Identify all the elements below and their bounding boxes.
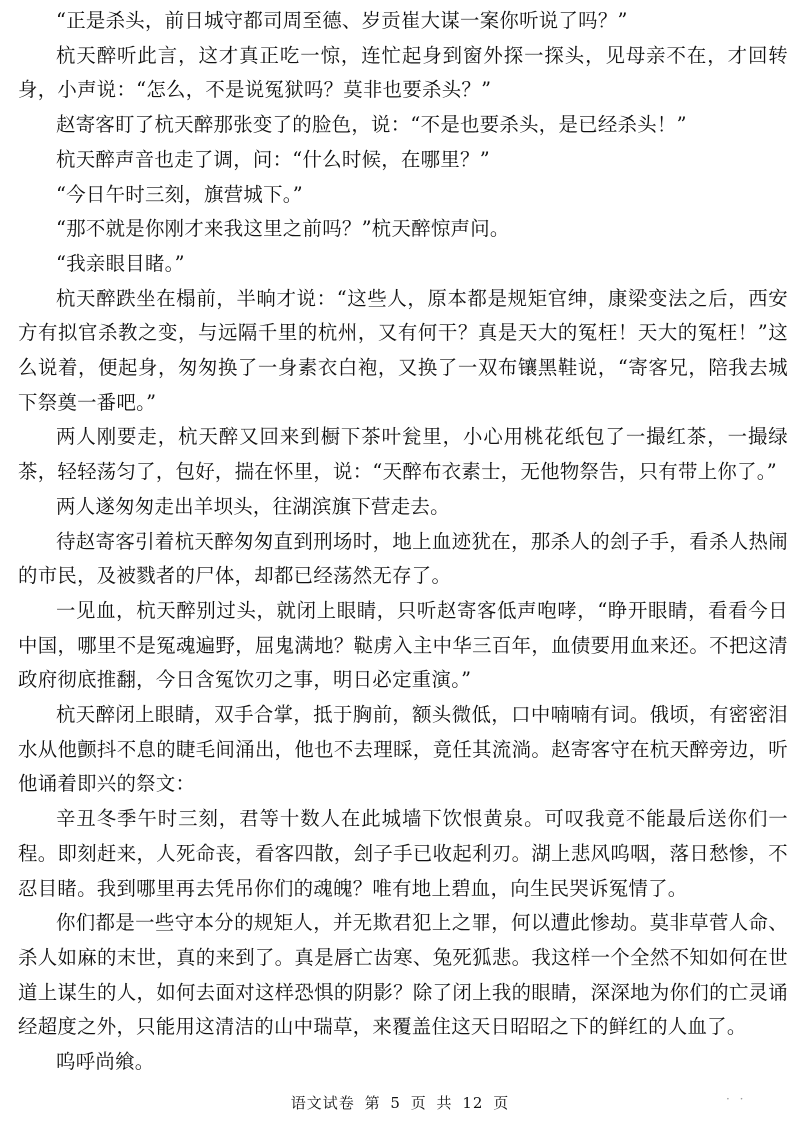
paragraph-2: 杭天醉听此言，这才真正吃一惊，连忙起身到窗外探一探头，见母亲不在，才回转身，小声说：“怎么，不是说冤狱吗？莫非也要杀头？” [18, 43, 788, 102]
footer-di: 第 [364, 1094, 381, 1112]
paragraph-5: “今日午时三刻，旗营城下。” [56, 182, 304, 206]
paragraph-14-eulogy: 辛丑冬季午时三刻，君等十数人在此城墙下饮恨黄泉。可叹我竟不能最后送你们一程。即刻赶来，人死命丧，看客四散，刽子手已收起利刃。湖上悲风呜咽，落日愁惨，不忍目睹。我到哪里再去凭吊你们的魂魄？唯有地上碧血，向生民哭诉冤情了。 [18, 807, 788, 900]
paragraph-12: 一见血，杭天醉别过头，就闭上眼睛，只听赵寄客低声咆哮，“睁开眼睛，看看今日中国，哪里不是冤魂遍野，屈鬼满地？鞑虏入主中华三百年，血债要用血来还。不把这清政府彻底推翻，今日含冤饮刃之事，明日必定重演。” [18, 598, 788, 692]
paragraph-7: “我亲眼目睹。” [56, 251, 185, 275]
footer-gong: 共 [436, 1094, 453, 1112]
paragraph-8: 杭天醉跌坐在榻前，半晌才说：“这些人，原本都是规矩官绅，康梁变法之后，西安方有拟官杀教之变，与远隔千里的杭州，又有何干？真是天大的冤枉！天大的冤枉！”这么说着，便起身，匆匆换了一身素衣白袍，又换了一双布镶黑鞋说，“寄客兄，陪我去城下祭奠一番吧。” [18, 286, 788, 414]
paragraph-10: 两人遂匆匆走出羊坝头，往湖滨旗下营走去。 [56, 494, 450, 518]
footer-ye: 页 [410, 1094, 427, 1112]
document-page [18, 4, 788, 1074]
footer-page-number: 5 [390, 1094, 401, 1112]
paragraph-9: 两人刚要走，杭天醉又回来到橱下茶叶瓮里，小心用桃花纸包了一撮红茶，一撮绿茶，轻轻荡匀了，包好，揣在怀里，说：“天醉布衣素士，无他物祭告，只有带上你了。” [18, 425, 788, 484]
paragraph-3: 赵寄客盯了杭天醉那张变了的脸色，说：“不是也要杀头，是已经杀头！” [56, 113, 687, 137]
paragraph-4: 杭天醉声音也走了调，问：“什么时候，在哪里？” [56, 147, 490, 171]
paragraph-13: 杭天醉闭上眼睛，双手合掌，抵于胸前，额头微低，口中喃喃有词。俄顷，有密密泪水从他颤抖不息的睫毛间涌出，他也不去理睬，竟任其流淌。赵寄客守在杭天醉旁边，听他诵着即兴的祭文： [18, 703, 788, 796]
page-footer [0, 1092, 800, 1113]
footer-ye-2: 页 [493, 1094, 510, 1112]
paragraph-1: “正是杀头，前日城守都司周至德、岁贡崔大谋一案你听说了吗？” [56, 9, 628, 32]
scan-artifact: · · [726, 1092, 747, 1106]
paragraph-6: “那不就是你刚才来我这里之前吗？”杭天醉惊声问。 [56, 217, 510, 241]
paragraph-11: 待赵寄客引着杭天醉匆匆直到刑场时，地上血迹犹在，那杀人的刽子手，看杀人热闹的市民，及被戮者的尸体，却都已经荡然无存了。 [18, 529, 788, 588]
footer-total-pages: 12 [462, 1094, 484, 1112]
footer-subject: 语文试卷 [290, 1094, 355, 1112]
paragraph-16-eulogy-end: 呜呼尚飨。 [56, 1050, 155, 1074]
paragraph-15-eulogy: 你们都是一些守本分的规矩人，并无欺君犯上之罪，何以遭此惨劫。莫非草菅人命、杀人如麻的末世，真的来到了。真是唇亡齿寒、兔死狐悲。我这样一个全然不知如何在世道上谋生的人，如何去面对这样恐惧的阴影？除了闭上我的眼睛，深深地为你们的亡灵诵经超度之外，只能用这清洁的山中瑞草，来覆盖住这天日昭昭之下的鲜红的人血了。 [18, 911, 788, 1039]
